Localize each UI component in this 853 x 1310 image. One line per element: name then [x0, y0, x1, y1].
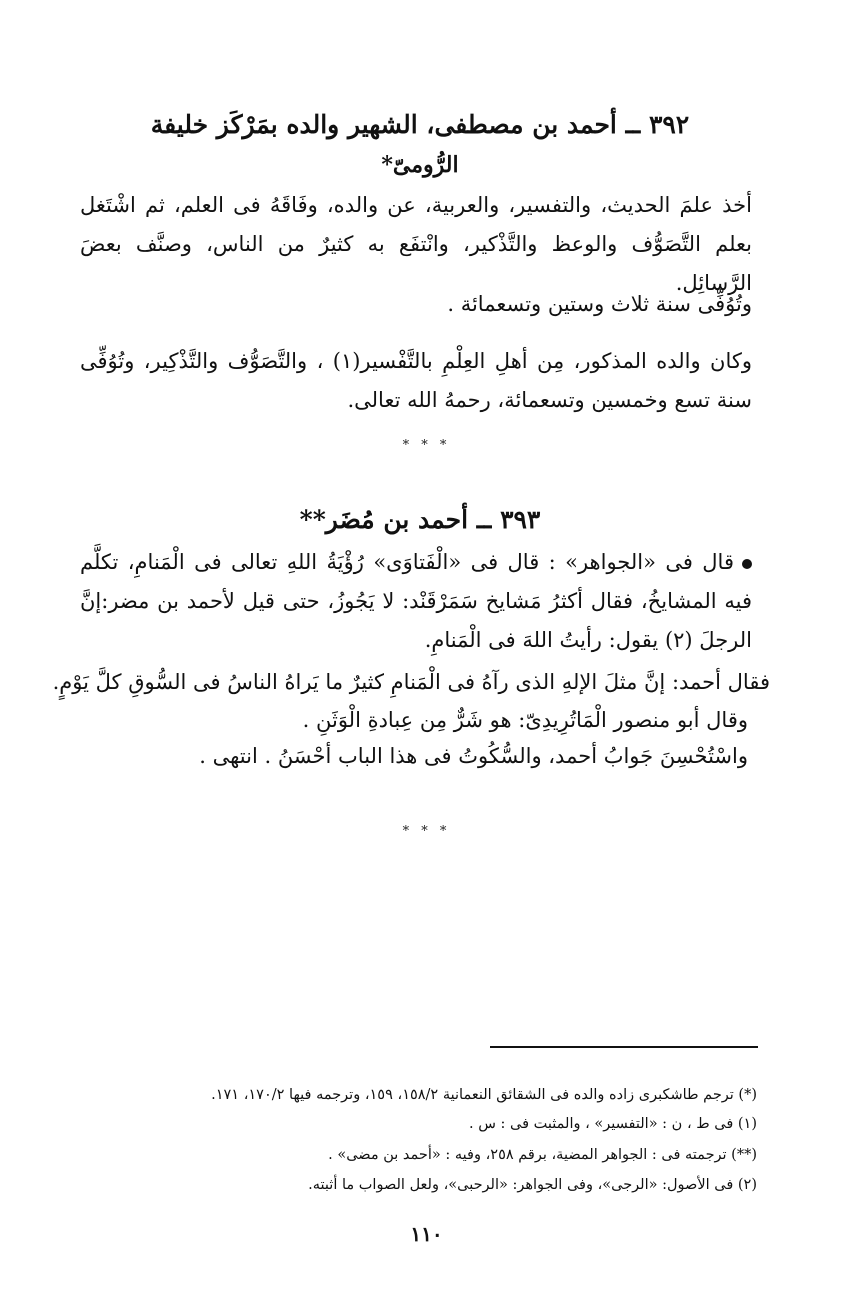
entry-393-paragraph-text: قال فى «الجواهر» : قال فى «الْفَتاوَى» رُؤْيَةُ اللهِ تعالى فى الْمَنامِ، تكلَّم فيه المشايخُ، فقال أكثرُ مَشايخ سَمَرْقَنْد: لا يَجُوزُ، حتى قيل لأحمد بن مضر:إنَّ الرجلَ (٢) يقول: رأيتُ اللهَ فى الْمَنامِ.: [80, 550, 752, 652]
footnote-4: (٢) فى الأصول: «الرجى»، وفى الجواهر: «الرحبى»، ولعل الصواب ما أثبته.: [308, 1177, 757, 1193]
footnote-1: (*) ترجم طاشكبرى زاده والده فى الشقائق النعمانية ١٥٨/٢، ١٥٩، وترجمه فيها ١٧٠/٢، ١٧١.: [211, 1087, 757, 1103]
page-number: ١١٠: [410, 1222, 443, 1246]
entry-393-line-1: فقال أحمد: إنَّ مثلَ الإلهِ الذى رآهُ فى الْمَنامِ كثيرٌ ما يَراهُ الناسُ فى السُّوقِ كلَّ يَوْمٍ.: [52, 670, 770, 694]
section-separator-2: * * *: [402, 824, 451, 839]
entry-393-title: ٣٩٣ ــ أحمد بن مُضَر**: [299, 505, 541, 534]
footnote-divider: [490, 1046, 758, 1048]
entry-393-paragraph: [80, 543, 752, 660]
entry-392-title-line2: الرُّومىّ*: [381, 152, 459, 178]
footnote-3: (**) ترجمته فى : الجواهر المضية، برقم ٢٥٨، وفيه : «أحمد بن مضى» .: [328, 1147, 757, 1163]
entry-393-line-2: وقال أبو منصور الْمَاتُرِيدِىّ: هو شَرٌّ مِن عِبادةِ الْوَثَنِ .: [302, 708, 748, 732]
footnote-2: (١) فى ط ، ن : «التفسير» ، والمثبت فى : س .: [469, 1116, 757, 1132]
entry-392-paragraph-3: وكان والده المذكور، مِن أهلِ العِلْمِ بالتَّفْسير(١) ، والتَّصَوُّف والتَّذْكِير، وتُوُفِّى سنة تسع وخمسين وتسعمائة، رحمهُ الله تعالى.: [80, 349, 752, 412]
entry-393-line-3: واسْتُحْسِنَ جَوابُ أحمد، والسُّكُوتُ فى هذا الباب أحْسَنُ . انتهى .: [199, 744, 748, 768]
section-separator-1: * * *: [402, 438, 451, 453]
entry-392-paragraph-1: أخذ علمَ الحديث، والتفسير، والعربية، عن والده، وفَاقَهُ فى العلم، ثم اشْتَغل بعلم التَّصَوُّف والوعظ والتَّذْكير، وانْتفَع به كثيرٌ من الناس، وصنَّف بعضَ الرَّسائِل.: [80, 193, 752, 295]
entry-392-title-line1: ٣٩٢ ــ أحمد بن مصطفى، الشهير والده بمَرْكَز خليفة: [150, 110, 690, 139]
entry-392-paragraph-2: وتُوُفِّى سنة ثلاث وستين وتسعمائة .: [447, 292, 752, 316]
bullet-icon: [742, 559, 752, 569]
